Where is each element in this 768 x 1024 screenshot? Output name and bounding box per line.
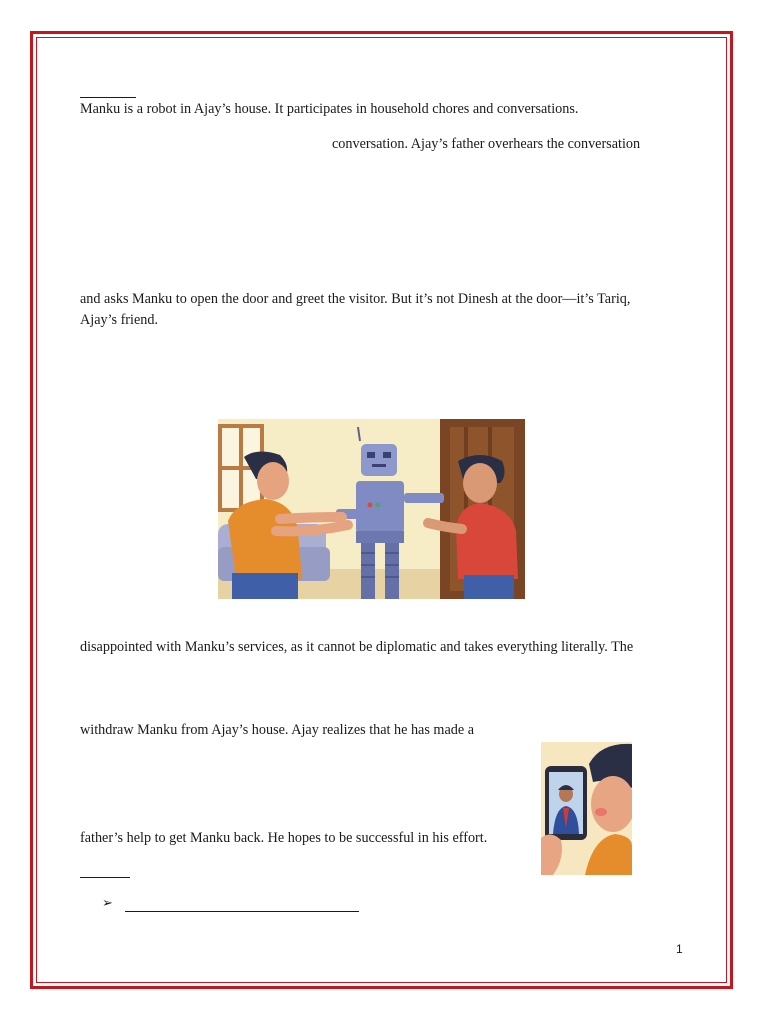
- story-line-4: Ajay’s friend.: [80, 312, 159, 328]
- story-line-2: conversation. Ajay’s father overhears the conversation: [332, 136, 641, 152]
- short-rule: [80, 877, 130, 878]
- story-line-1: Manku is a robot in Ajay’s house. It participates in household chores and conversations.: [80, 101, 579, 117]
- page-number: 1: [676, 942, 683, 956]
- story-line-5: disappointed with Manku’s services, as it cannot be diplomatic and takes everything literally. The: [80, 639, 634, 655]
- story-line-6: withdraw Manku from Ajay’s house. Ajay realizes that he has made a: [80, 722, 474, 738]
- story-line-7: father’s help to get Manku back. He hopes to be successful in his effort.: [80, 830, 488, 846]
- robot-scene-illustration: [218, 419, 525, 599]
- story-line-3: and asks Manku to open the door and greet the visitor. But it’s not Dinesh at the door—it’s Tariq,: [80, 291, 631, 307]
- phone-call-illustration: [541, 742, 632, 875]
- bullet-answer-line: [125, 911, 359, 912]
- arrow-bullet-icon: ➢: [102, 896, 113, 911]
